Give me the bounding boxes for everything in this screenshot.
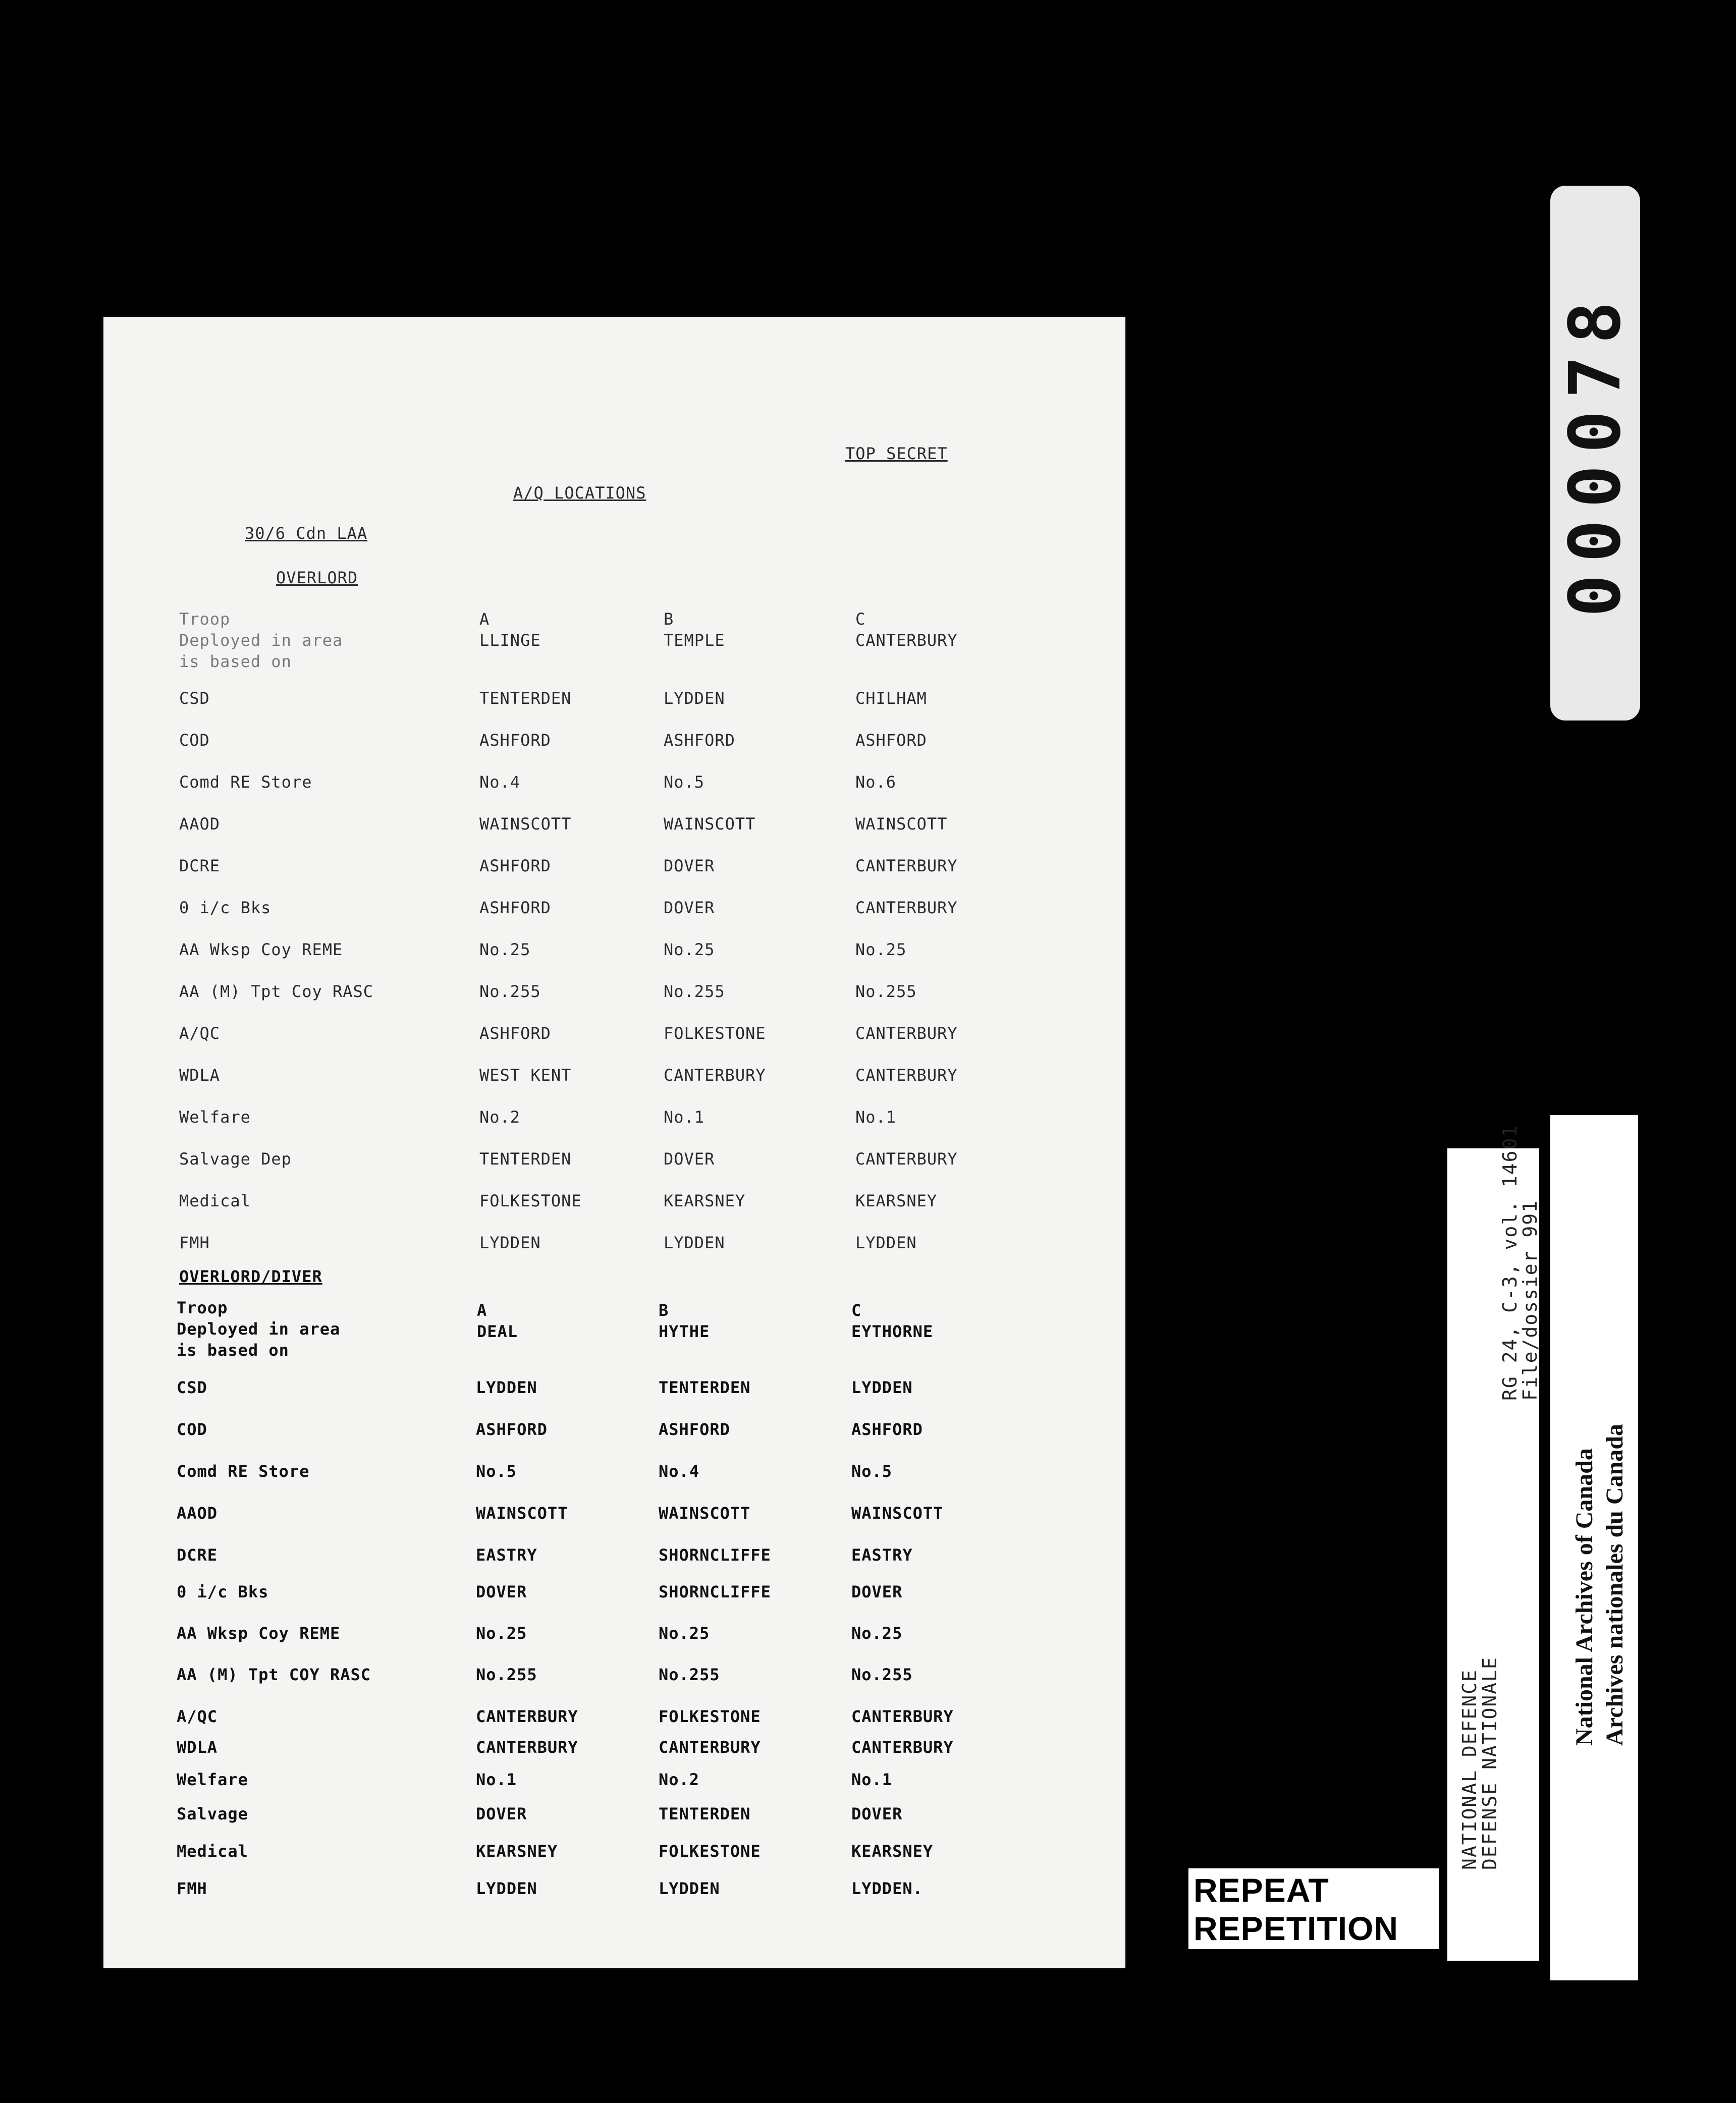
classification-header: TOP SECRET (845, 444, 948, 463)
row-value-a: LYDDEN (476, 1879, 537, 1898)
row-label: Comd RE Store (177, 1462, 310, 1481)
row-value-a: LYDDEN (479, 1233, 541, 1252)
row-value-b: No.25 (664, 940, 715, 959)
row-label: AAOD (177, 1504, 218, 1523)
row-value-c: LYDDEN (851, 1378, 913, 1397)
row-value-b: KEARSNEY (664, 1191, 746, 1210)
row-value-b: SHORNCLIFFE (659, 1582, 771, 1601)
row-label: COD (179, 731, 210, 750)
unit-heading: 30/6 Cdn LAA (245, 524, 368, 543)
row-label: A/QC (179, 1024, 221, 1043)
section2-troop-b (659, 1300, 710, 1342)
row-label: FMH (179, 1233, 210, 1252)
row-value-c: LYDDEN (855, 1233, 917, 1252)
document-title: A/Q LOCATIONS (513, 483, 646, 503)
row-value-c: No.6 (855, 772, 897, 792)
row-value-b: LYDDEN (664, 1233, 725, 1252)
row-value-b: CANTERBURY (664, 1066, 766, 1085)
row-label: 0 i/c Bks (179, 898, 272, 917)
repeat-stamp (1188, 1868, 1439, 1949)
section1-troop-a (479, 608, 541, 651)
row-value-a: ASHFORD (479, 731, 551, 750)
row-value-b: No.25 (659, 1624, 710, 1643)
ref-line-1: NATIONAL DEFENCE (1458, 1669, 1481, 1870)
row-value-a: EASTRY (476, 1545, 537, 1565)
row-value-a: No.2 (479, 1108, 521, 1127)
row-value-a: WAINSCOTT (479, 814, 572, 834)
row-value-b: FOLKESTONE (664, 1024, 766, 1043)
row-value-a: WAINSCOTT (476, 1504, 568, 1523)
row-label: AAOD (179, 814, 221, 834)
row-value-b: FOLKESTONE (659, 1842, 761, 1861)
row-value-a: ASHFORD (479, 1024, 551, 1043)
section1-troop-label: Troop Deployed in area is based on (179, 610, 343, 671)
row-label: Welfare (177, 1770, 248, 1789)
frame-counter (1550, 186, 1640, 721)
row-label: AA Wksp Coy REME (177, 1624, 341, 1643)
troop-place: LLINGE (479, 631, 541, 650)
row-value-a: No.4 (479, 772, 521, 792)
troop-letter: C (851, 1301, 862, 1320)
row-value-c: CANTERBURY (851, 1738, 954, 1757)
troop-place: EYTHORNE (851, 1322, 934, 1341)
row-value-c: ASHFORD (851, 1420, 923, 1439)
row-value-a: TENTERDEN (479, 689, 572, 708)
row-value-c: CHILHAM (855, 689, 927, 708)
row-label: CSD (179, 689, 210, 708)
row-value-c: CANTERBURY (855, 1149, 958, 1169)
row-value-a: WEST KENT (479, 1066, 572, 1085)
row-label: AA Wksp Coy REME (179, 940, 343, 959)
row-label: AA (M) Tpt Coy RASC (179, 982, 374, 1001)
row-value-a: No.5 (476, 1462, 517, 1481)
row-value-c: CANTERBURY (855, 856, 958, 875)
troop-place: TEMPLE (664, 631, 725, 650)
row-value-b: DOVER (664, 898, 715, 917)
row-value-c: WAINSCOTT (851, 1504, 944, 1523)
archives-french: Archives nationales du Canada (1601, 1424, 1628, 1746)
row-value-a: FOLKESTONE (479, 1191, 582, 1210)
row-value-a: No.1 (476, 1770, 517, 1789)
row-value-c: No.1 (855, 1108, 897, 1127)
troop-letter: B (664, 610, 674, 629)
row-value-b: No.2 (659, 1770, 700, 1789)
row-label: Medical (179, 1191, 251, 1210)
row-value-b: DOVER (664, 856, 715, 875)
row-label: Comd RE Store (179, 772, 312, 792)
row-label: Salvage Dep (179, 1149, 292, 1169)
section2-heading: OVERLORD/DIVER (179, 1267, 322, 1286)
row-label: CSD (177, 1378, 207, 1397)
document-page (103, 317, 1125, 1968)
stamp-line-2: REPETITION (1194, 1910, 1399, 1947)
row-label: Welfare (179, 1108, 251, 1127)
row-value-b: FOLKESTONE (659, 1707, 761, 1726)
row-value-c: DOVER (851, 1582, 903, 1601)
row-value-a: DOVER (476, 1582, 527, 1601)
reference-label (1447, 1124, 1541, 1961)
row-value-c: CANTERBURY (855, 1066, 958, 1085)
row-value-c: ASHFORD (855, 731, 927, 750)
row-value-a: No.255 (476, 1665, 537, 1684)
row-value-b: TENTERDEN (659, 1378, 751, 1397)
archives-label (1550, 1115, 1638, 1980)
row-value-c: No.1 (851, 1770, 893, 1789)
row-value-c: No.25 (855, 940, 907, 959)
row-value-b: No.255 (664, 982, 725, 1001)
troop-place: CANTERBURY (855, 631, 958, 650)
row-label: AA (M) Tpt COY RASC (177, 1665, 371, 1684)
row-value-b: WAINSCOTT (659, 1504, 751, 1523)
row-value-b: ASHFORD (659, 1420, 730, 1439)
row-value-a: ASHFORD (476, 1420, 548, 1439)
row-value-a: No.25 (476, 1624, 527, 1643)
row-label: DCRE (177, 1545, 218, 1565)
row-value-a: LYDDEN (476, 1378, 537, 1397)
row-value-b: TENTERDEN (659, 1804, 751, 1823)
row-value-b: No.1 (664, 1108, 705, 1127)
row-value-c: KEARSNEY (855, 1191, 938, 1210)
section2-troop-c (851, 1300, 933, 1342)
row-label: Medical (177, 1842, 248, 1861)
troop-letter: B (659, 1301, 669, 1320)
row-label: DCRE (179, 856, 221, 875)
ref-line-4: File/dossier 991 (1519, 1199, 1541, 1401)
row-value-a: KEARSNEY (476, 1842, 558, 1861)
row-value-b: No.255 (659, 1665, 720, 1684)
frame-number: 000078 (1554, 289, 1637, 617)
section1-heading: OVERLORD (276, 568, 358, 587)
row-value-b: DOVER (664, 1149, 715, 1169)
row-value-b: SHORNCLIFFE (659, 1545, 771, 1565)
row-label: WDLA (177, 1738, 218, 1757)
row-value-a: ASHFORD (479, 856, 551, 875)
row-label: 0 i/c Bks (177, 1582, 269, 1601)
row-value-c: No.5 (851, 1462, 893, 1481)
row-value-b: ASHFORD (664, 731, 735, 750)
section1-troop-b (664, 608, 725, 651)
row-value-c: DOVER (851, 1804, 903, 1823)
row-value-c: LYDDEN. (851, 1879, 923, 1898)
row-value-a: No.25 (479, 940, 531, 959)
row-value-a: ASHFORD (479, 898, 551, 917)
row-label: A/QC (177, 1707, 218, 1726)
row-value-c: No.255 (855, 982, 917, 1001)
archives-english: National Archives of Canada (1571, 1448, 1598, 1746)
ref-line-3: RG 24, C-3, vol. 14601 (1499, 1124, 1521, 1401)
row-value-c: No.25 (851, 1624, 903, 1643)
troop-letter: A (479, 610, 490, 629)
section2-troop-a (477, 1300, 518, 1342)
troop-place: HYTHE (659, 1322, 710, 1341)
row-value-a: CANTERBURY (476, 1738, 578, 1757)
row-label: FMH (177, 1879, 207, 1898)
row-value-c: CANTERBURY (851, 1707, 954, 1726)
row-value-a: CANTERBURY (476, 1707, 578, 1726)
row-value-b: No.4 (659, 1462, 700, 1481)
row-value-b: LYDDEN (664, 689, 725, 708)
stamp-line-1: REPEAT (1194, 1871, 1329, 1909)
row-value-b: WAINSCOTT (664, 814, 756, 834)
row-value-c: WAINSCOTT (855, 814, 948, 834)
row-value-c: EASTRY (851, 1545, 913, 1565)
row-value-c: No.255 (851, 1665, 913, 1684)
row-label: WDLA (179, 1066, 221, 1085)
row-value-b: No.5 (664, 772, 705, 792)
ref-line-2: DEFENSE NATIONALE (1479, 1656, 1501, 1870)
troop-letter: A (477, 1301, 487, 1320)
row-value-c: CANTERBURY (855, 898, 958, 917)
troop-letter: C (855, 610, 866, 629)
row-value-b: LYDDEN (659, 1879, 720, 1898)
row-value-c: KEARSNEY (851, 1842, 934, 1861)
row-value-b: CANTERBURY (659, 1738, 761, 1757)
row-value-a: No.255 (479, 982, 541, 1001)
section2-troop-label: Troop Deployed in area is based on (177, 1298, 341, 1360)
troop-place: DEAL (477, 1322, 518, 1341)
row-label: COD (177, 1420, 207, 1439)
row-value-a: TENTERDEN (479, 1149, 572, 1169)
row-value-a: DOVER (476, 1804, 527, 1823)
row-label: Salvage (177, 1804, 248, 1823)
section1-troop-c (855, 608, 958, 651)
row-value-c: CANTERBURY (855, 1024, 958, 1043)
